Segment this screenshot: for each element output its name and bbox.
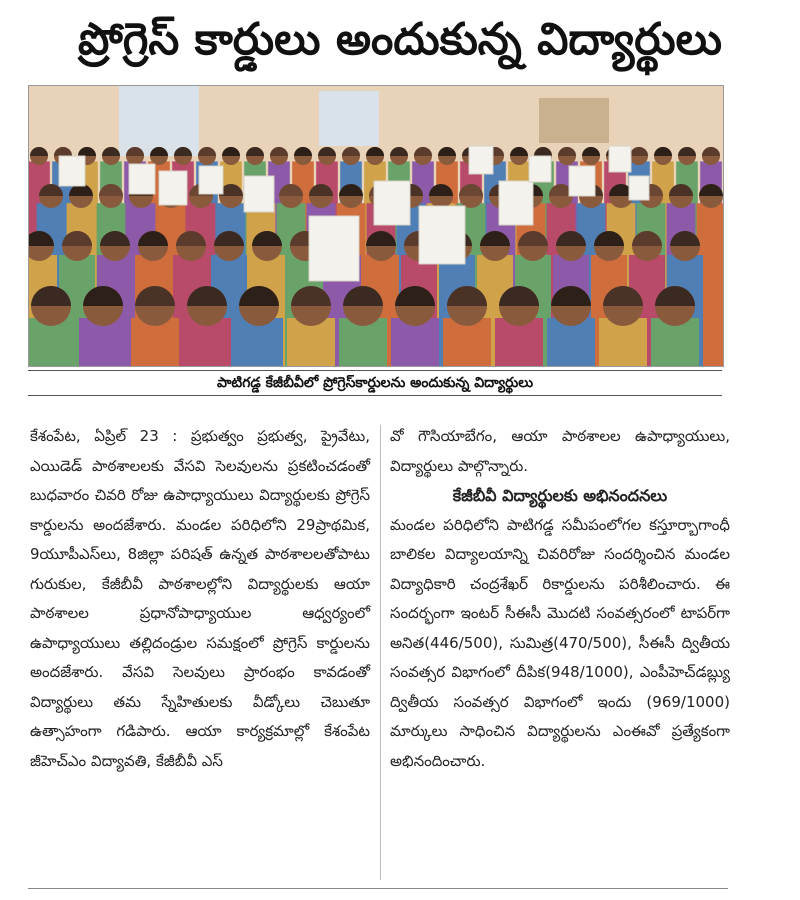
column-divider <box>380 425 381 880</box>
article-paragraph-2: వో గౌసియాబేగం, ఆయా పాఠశాలల ఉపాధ్యాయులు, విద్యార్థులు పాల్గొన్నారు. <box>390 427 730 475</box>
headline: ప్రోగ్రెస్ కార్డులు అందుకున్న విద్యార్థులు <box>77 14 723 65</box>
photo-progress-card <box>629 176 649 200</box>
photo-window-center <box>319 91 379 146</box>
photo-progress-card <box>244 176 274 212</box>
photo-progress-card <box>569 166 595 196</box>
photo-progress-card <box>609 146 631 172</box>
article-paragraph-3: మండల పరిధిలోని పాటిగడ్డ సమీపంలోగల కస్తూర్బాగాంధీ బాలికల విద్యాలయాన్ని చివరిరోజు సందర్శించిన మండల విద్యాధికారి చంద్రశేఖర్ రికార్డులను పరిశీలించారు. ఈ సందర్భంగా ఇంటర్ సీఈసీ మొదటి సంవత్సరంలో టాపర్‌గా అనిత(446/500), సుమిత్ర(470/500), సీఈసీ ద్వితీయ సంవత్సర విభాగంలో దీపిక(948/1000), ఎంపీహెచ్‌డబ్ల్యు ద్వితీయ సంవత్సర విభాగంలో ఇందు (969/1000) మార్కులు సాధించిన విద్యార్థులను ఎంఈవో ప్రత్యేకంగా అభినందించారు. <box>390 515 730 770</box>
photo-progress-card <box>59 156 85 186</box>
photo-window-left <box>119 86 199 156</box>
bottom-rule <box>28 888 728 889</box>
photo-progress-card <box>374 181 410 225</box>
photo-progress-card <box>529 156 551 182</box>
photo-progress-card <box>199 166 223 194</box>
article-paragraph-1: కేశంపేట, ఏప్రిల్ 23 : ప్రభుత్వం ప్రభుత్వ, ప్రైవేటు, ఎయిడెడ్ పాఠశాలలకు వేసవి సెలవులను ప్రకటించడంతో బుధవారం చివరి రోజు ఉపాధ్యాయులు విద్యార్థులకు ప్రోగ్రెస్ కార్డులను అందజేశారు. మండల పరిధిలోని 29ప్రాథమిక, 9యూపీఎస్‌లు, 8జిల్లా పరిషత్ ఉన్నత పాఠశాలలతోపాటు గురుకుల, కేజీబీవీ పాఠశాలల్లోని విద్యార్థులకు ఆయా పాఠశాలల ప్రధానోపాధ్యాయుల ఆధ్వర్యంలో ఉపాధ్యాయులు తల్లిదండ్రుల సమక్షంలో ప్రోగ్రెస్ కార్డులను అందజేశారు. వేసవి సెలవులు ప్రారంభం కావడంతో విద్యార్థులు తమ స్నేహితులకు వీడ్కోలు చెబుతూ ఉత్సాహంగా గడిపారు. ఆయా కార్యక్రమాల్లో కేశంపేట జీహెచ్‌ఎం విద్యావతి, కేజీబీవీ ఎస్ <box>30 427 370 770</box>
photo-progress-card <box>469 146 493 174</box>
photo-progress-card <box>309 216 359 281</box>
photo-door-right <box>539 98 609 143</box>
article-subheading: కేజీబీవీ విద్యార్థులకు అభినందనలు <box>452 486 668 505</box>
photo-progress-card <box>129 164 155 194</box>
article-column-1 <box>30 422 370 776</box>
article-column-2 <box>390 422 730 776</box>
photo-progress-card <box>499 181 533 225</box>
photo-progress-card <box>159 171 187 205</box>
news-photo <box>28 85 724 367</box>
photo-progress-card <box>419 206 465 264</box>
photo-crowd <box>29 146 723 366</box>
students-holding-progress-cards-photo <box>29 86 723 366</box>
photo-caption: పాటిగడ్డ కేజీబీవీలో ప్రోగ్రెస్‌కార్డులను అందుకున్న విద్యార్థులు <box>28 370 722 396</box>
